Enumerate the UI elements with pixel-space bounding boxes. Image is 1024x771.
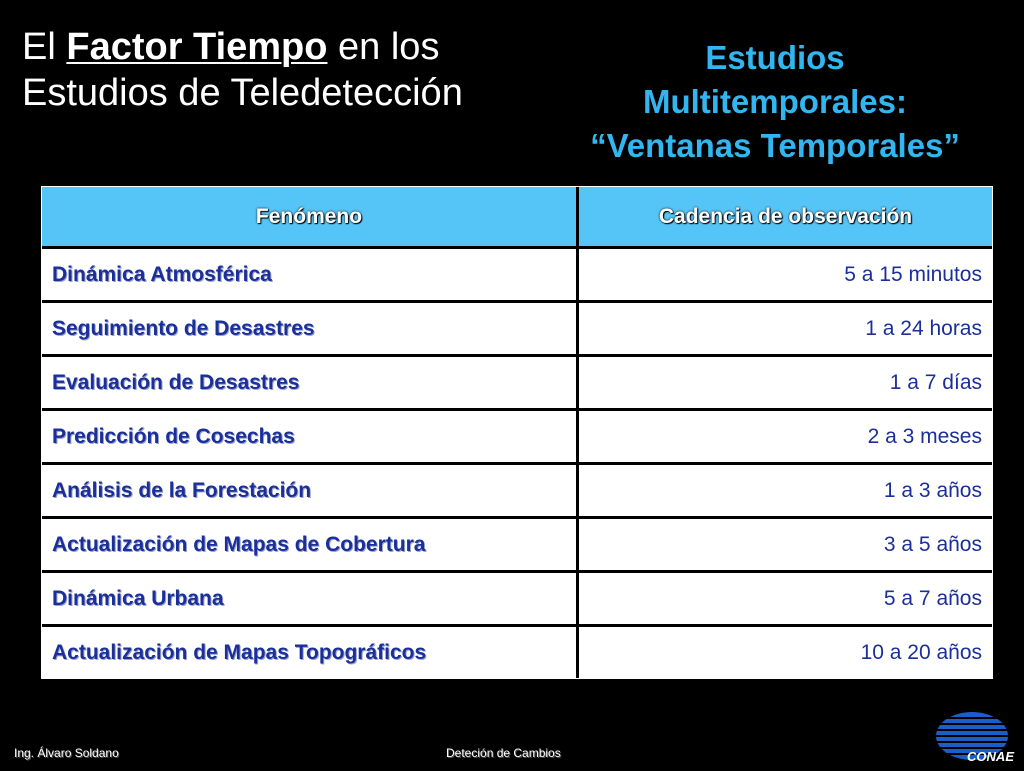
table-row [42, 356, 992, 410]
cadence-cell: 2 a 3 meses [578, 410, 993, 464]
phenomenon-cell: Seguimiento de Desastres [42, 302, 578, 356]
cadence-cell: 1 a 24 horas [578, 302, 993, 356]
table-header-row [42, 187, 992, 248]
phenomenon-cell: Dinámica Urbana [42, 572, 578, 626]
footer-author: Ing. Álvaro Soldano [14, 746, 119, 760]
cadence-table [41, 186, 993, 679]
phenomenon-cell: Evaluación de Desastres [42, 356, 578, 410]
table-row [42, 572, 992, 626]
table-row [42, 248, 992, 302]
subtitle-line1: Estudios [705, 39, 845, 76]
table-row [42, 518, 992, 572]
table-row [42, 302, 992, 356]
table-row [42, 464, 992, 518]
slide-subtitle [540, 36, 1010, 168]
cadence-cell: 3 a 5 años [578, 518, 993, 572]
footer-topic: Deteción de Cambios [446, 746, 561, 760]
subtitle-line3: “Ventanas Temporales” [590, 127, 960, 164]
logo-text: CONAE [967, 749, 1014, 764]
cadence-cell: 5 a 15 minutos [578, 248, 993, 302]
cadence-cell: 5 a 7 años [578, 572, 993, 626]
table-row [42, 626, 992, 679]
header-cadence: Cadencia de observación [578, 187, 993, 248]
phenomenon-cell: Análisis de la Forestación [42, 464, 578, 518]
header-phenomenon: Fenómeno [42, 187, 578, 248]
cadence-cell: 10 a 20 años [860, 640, 982, 664]
title-suffix: en los [327, 26, 440, 68]
slide-title [22, 24, 562, 116]
phenomenon-cell: Actualización de Mapas de Cobertura [42, 518, 578, 572]
phenomenon-cell: Predicción de Cosechas [42, 410, 578, 464]
cadence-cell: 1 a 3 años [578, 464, 993, 518]
title-prefix: El [22, 26, 67, 68]
subtitle-line2: Multitemporales: [642, 83, 908, 120]
phenomenon-cell: Actualización de Mapas Topográficos [42, 626, 578, 679]
title-emphasis: Factor Tiempo [66, 26, 328, 68]
conae-logo [932, 710, 1018, 766]
table-row [42, 410, 992, 464]
cadence-cell: 1 a 7 días [578, 356, 993, 410]
phenomenon-cell: Dinámica Atmosférica [42, 248, 578, 302]
title-line2: Estudios de Teledetección [22, 72, 463, 114]
